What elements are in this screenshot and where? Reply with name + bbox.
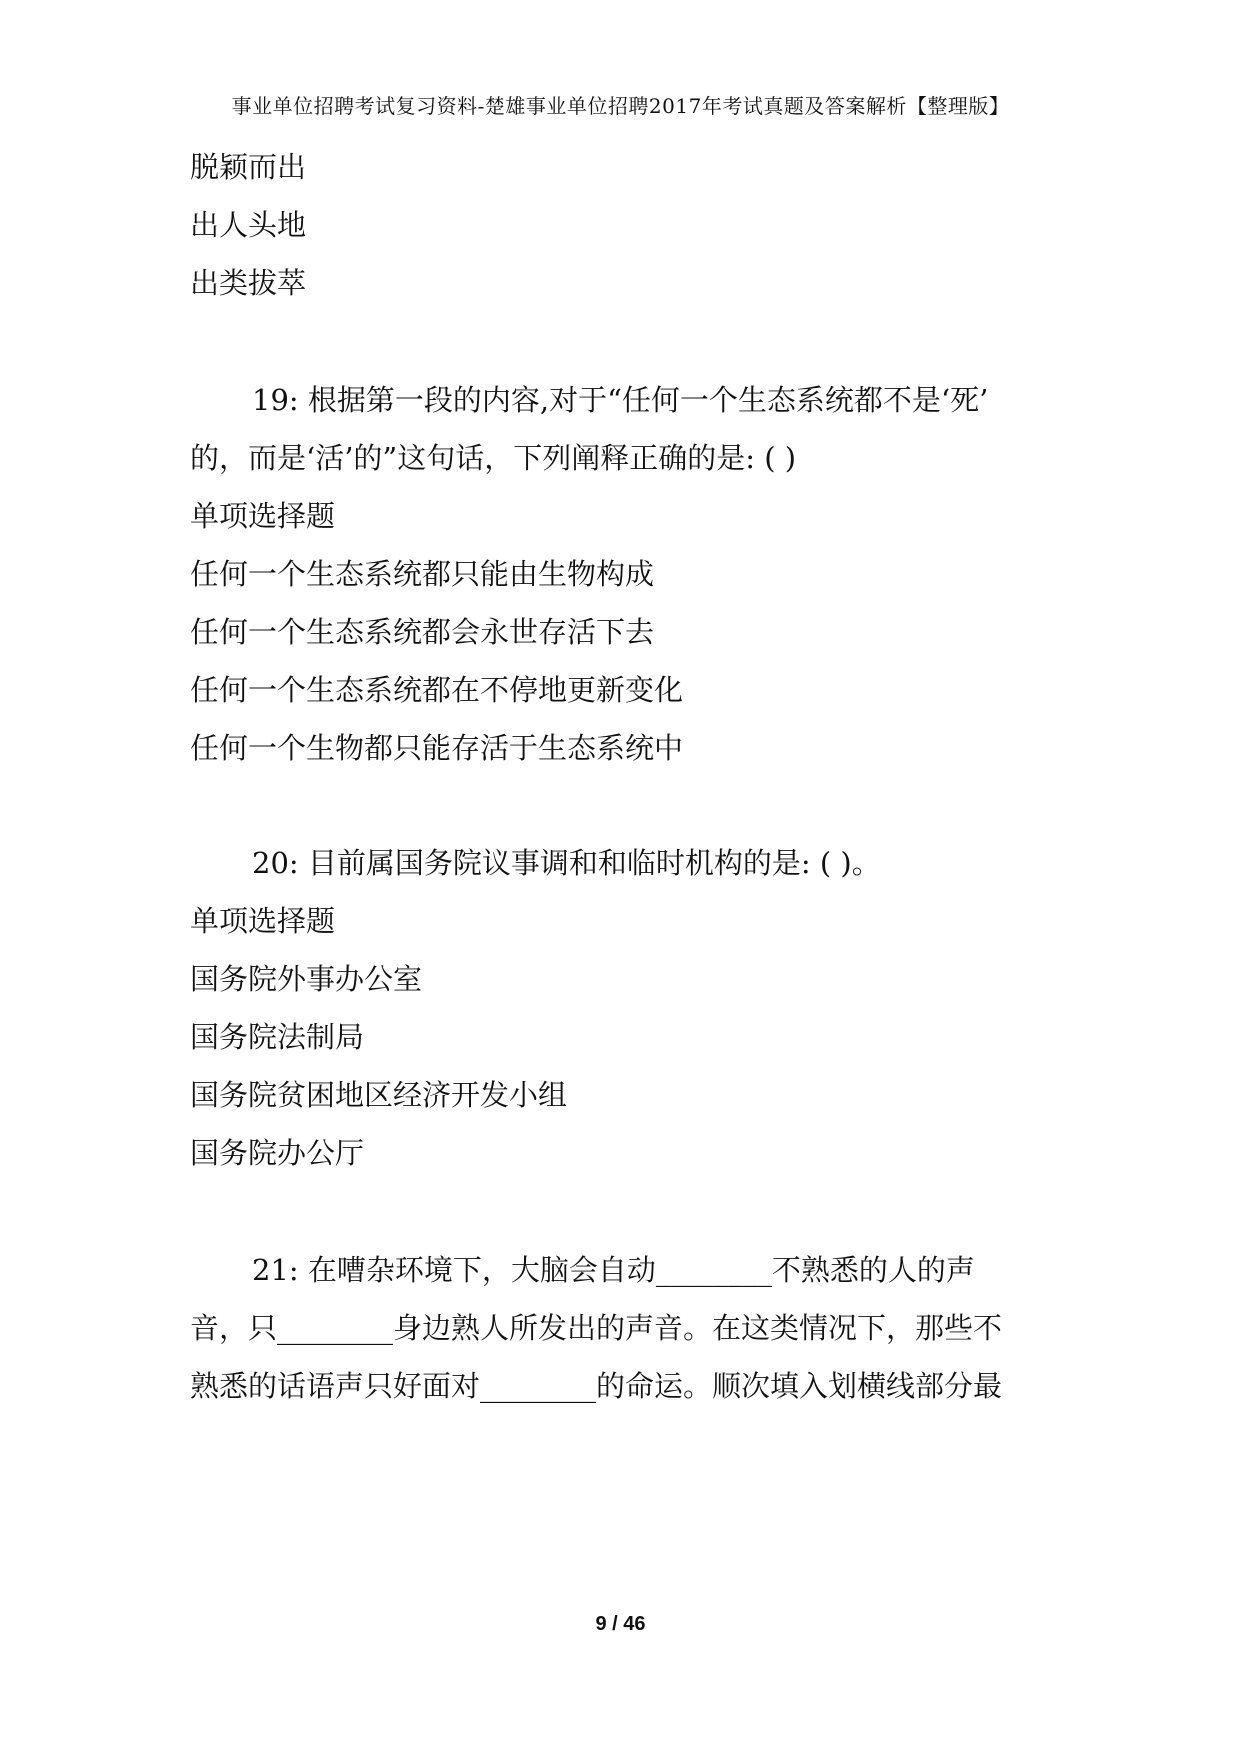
question-19-stem-cont: 的，而是‘活’的”这句话，下列阐释正确的是: ( ) xyxy=(190,441,797,475)
option-text: 任何一个生态系统都在不停地更新变化 xyxy=(190,673,684,707)
question-19-stem: 19: 根据第一段的内容,对于“任何一个生态系统都不是‘死’ xyxy=(252,383,989,417)
page-number: 9 / 46 xyxy=(595,1613,646,1635)
question-21-stem: 21: 在嘈杂环境下，大脑会自动________不熟悉的人的声 xyxy=(252,1253,975,1287)
option-text: 任何一个生物都只能存活于生态系统中 xyxy=(190,731,684,765)
question-20-stem: 20: 目前属国务院议事调和和临时机构的是: ( )。 xyxy=(252,846,881,880)
option-text: 国务院法制局 xyxy=(190,1020,365,1054)
option-text: 国务院办公厅 xyxy=(190,1136,365,1170)
page-header: 事业单位招聘考试复习资料-楚雄事业单位招聘2017年考试真题及答案解析【整理版】 xyxy=(231,94,1010,118)
question-21-stem-cont: 音，只________身边熟人所发出的声音。在这类情况下，那些不 xyxy=(190,1311,1003,1345)
option-text: 国务院外事办公室 xyxy=(190,962,423,996)
option-text: 脱颖而出 xyxy=(190,150,307,184)
option-text: 出人头地 xyxy=(190,208,307,242)
option-text: 任何一个生态系统都只能由生物构成 xyxy=(190,557,655,591)
question-type: 单项选择题 xyxy=(190,904,336,938)
question-21-stem-cont: 熟悉的话语声只好面对________的命运。顺次填入划横线部分最 xyxy=(190,1369,1003,1403)
question-type: 单项选择题 xyxy=(190,499,336,533)
option-text: 任何一个生态系统都会永世存活下去 xyxy=(190,615,655,649)
option-text: 国务院贫困地区经济开发小组 xyxy=(190,1078,568,1112)
option-text: 出类拔萃 xyxy=(190,266,307,300)
